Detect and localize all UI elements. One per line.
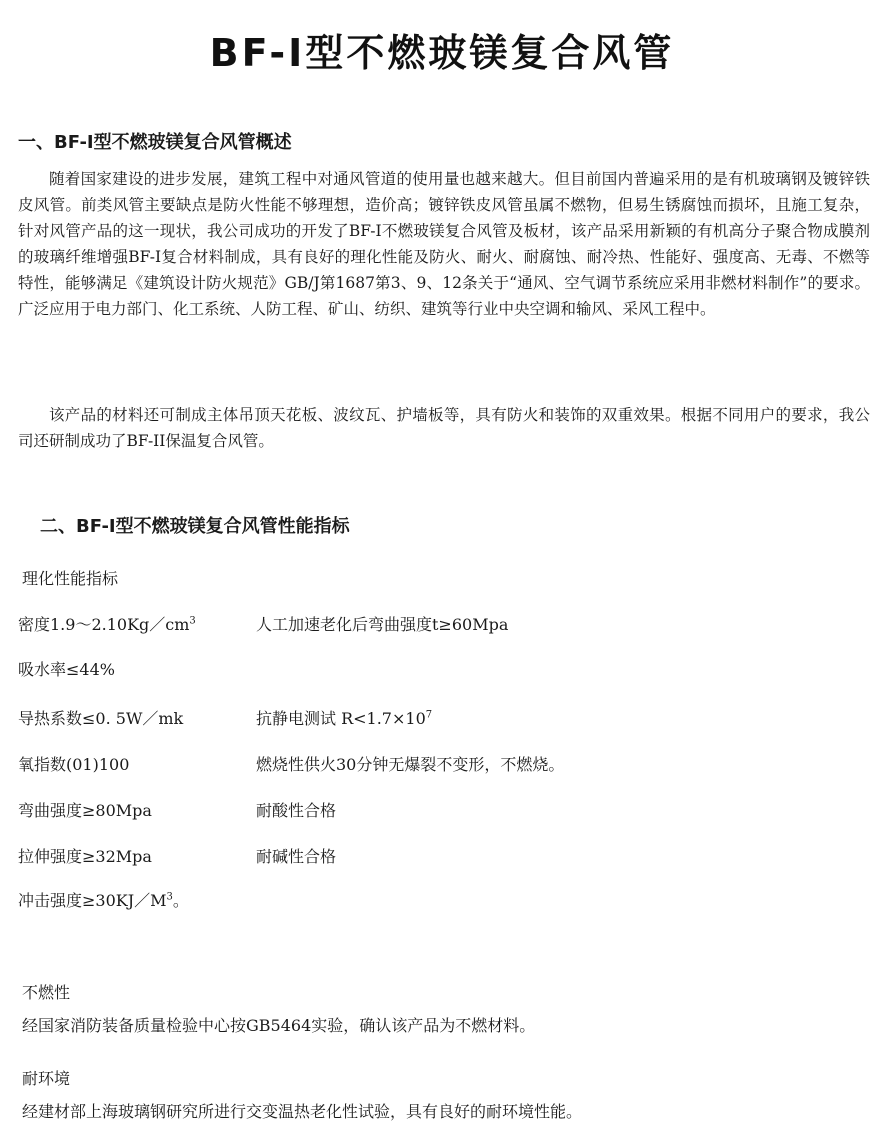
section-heading-overview: 一、BF-I型不燃玻镁复合风管概述 [18,132,292,153]
specs-subheading: 理化性能指标 [22,569,119,588]
spec-alkali-resistance: 耐碱性合格 [256,847,337,866]
overview-paragraph-2: 该产品的材料还可制成主体吊顶天花板、波纹瓦、护墙板等，具有防火和装饰的双重效果。根据不同用户的要求，我公司还研制成功了BF-II保温复合风管。 [18,406,870,450]
spec-water-absorption: 吸水率≤44% [18,660,115,679]
spec-impact-strength: 冲击强度$\ge 30KJ/M^3$。 [18,891,189,910]
spec-burning: 燃烧性供火30分钟无爆裂不变形，不燃烧。 [256,755,565,774]
nonflammable-text: 经国家消防装备质量检验中心按GB5464实验，确认该产品为不燃材料。 [22,1016,536,1035]
spec-oxygen-index: 氧指数(01)100 [18,755,130,774]
spec-tensile-strength: 拉伸强度≥32Mpa [18,847,152,866]
nonflammable-heading: 不燃性 [22,983,71,1002]
spec-acid-resistance: 耐酸性合格 [256,801,337,820]
spec-bending-strength: 弯曲强度≥80Mpa [18,801,152,820]
spec-aging-bending: 人工加速老化后弯曲强度t≥60Mpa [256,615,509,634]
section-heading-specs: 二、BF-I型不燃玻镁复合风管性能指标 [40,516,350,537]
page-title: BF-Ⅰ型不燃玻镁复合风管 [209,31,675,75]
environment-heading: 耐环境 [22,1069,71,1088]
spec-density: 密度$1.9\sim 2.10Kg/cm^3$ [18,615,196,634]
environment-text: 经建材部上海玻璃钢研究所进行交变温热老化性试验，具有良好的耐环境性能。 [22,1102,583,1121]
spec-antistatic: 抗静电测试 $R<1.7\times 10^7$ [256,709,433,728]
spec-thermal-conductivity: 导热系数≤0. 5W／mk [18,709,184,728]
overview-paragraph-1: 随着国家建设的进步发展，建筑工程中对通风管道的使用量也越来越大。但目前国内普遍采用的是有机玻璃钢及镀锌铁皮风管。前类风管主要缺点是防火性能不够理想，造价高；镀锌铁皮风管虽属不燃物，但易生锈腐蚀而损坏，且施工复杂，针对风管产品的这一现状，我公司成功的开发了BF-I不燃玻镁复合风管及板材，该产品采用新颖的有机高分子聚合物成膜剂的玻璃纤维增强BF-I复合材料制成，具有良好的理化性能及防火、耐火、耐腐蚀、耐冷热、性能好、强度高、无毒、不燃等特性，能够满足《建筑设计防火规范》GB/J第1687第3、9、12条关于“通风、空气调节系统应采用非燃材料制作”的要求。广泛应用于电力部门、化工系统、人防工程、矿山、纺织、建筑等行业中央空调和输风、采风工程中。 [18,170,870,318]
